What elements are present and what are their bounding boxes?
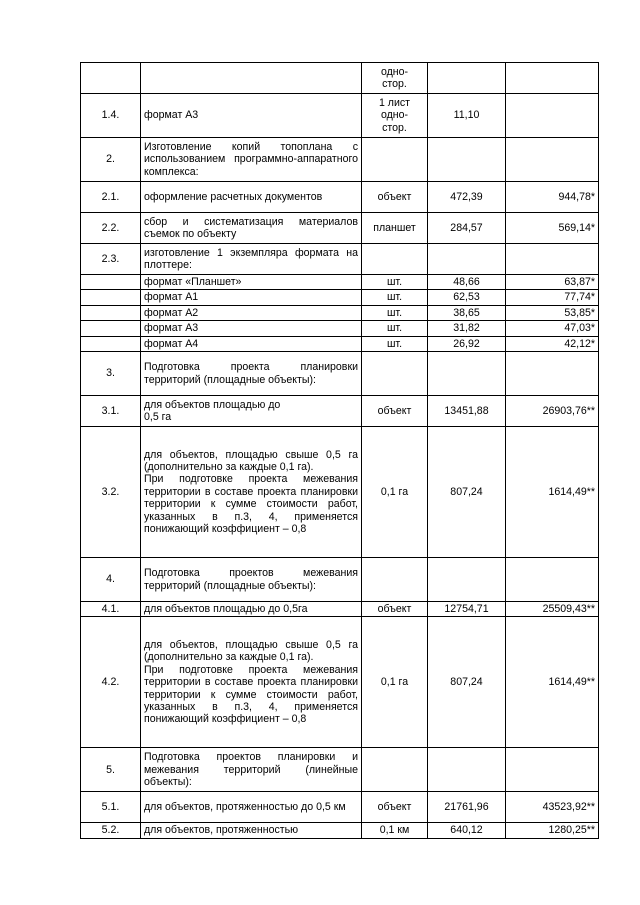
row-description: сбор и систематизация материалов съемок по объекту — [141, 213, 362, 244]
row-description: для объектов, площадью свыше 0,5 га (дополнительно за каждые 0,1 га). При подготовке проекта межевания территории в составе проекта планировки территории к сумме стоимости работ, указанных в п.3, 4, применяется понижающий коэффициент – 0,8 — [141, 617, 362, 748]
row-number: 3.1. — [81, 396, 141, 427]
row-price-base — [428, 352, 506, 396]
row-number — [81, 305, 141, 320]
row-price-total: 944,78* — [506, 182, 599, 213]
row-unit: шт. — [362, 290, 428, 305]
row-price-total: 47,03* — [506, 321, 599, 336]
row-price-base — [428, 748, 506, 792]
table-row — [81, 617, 599, 748]
row-unit: 0,1 км — [362, 823, 428, 838]
row-unit — [362, 558, 428, 602]
row-description: формат А1 — [141, 290, 362, 305]
row-description: Подготовка проектов планировки и межевания территорий (линейные объекты): — [141, 748, 362, 792]
row-unit — [362, 352, 428, 396]
row-description: для объектов площадью до 0,5га — [141, 602, 362, 617]
row-price-total: 569,14* — [506, 213, 599, 244]
table-row — [81, 63, 599, 94]
row-unit: объект — [362, 602, 428, 617]
table-row — [81, 321, 599, 336]
row-number: 2.2. — [81, 213, 141, 244]
row-unit: 0,1 га — [362, 427, 428, 558]
table-row — [81, 94, 599, 138]
row-number: 5. — [81, 748, 141, 792]
table-row — [81, 823, 599, 838]
table-row — [81, 352, 599, 396]
row-number: 2.3. — [81, 244, 141, 275]
row-price-base: 640,12 — [428, 823, 506, 838]
table-row — [81, 244, 599, 275]
row-price-total — [506, 352, 599, 396]
table-row — [81, 275, 599, 290]
row-price-total — [506, 244, 599, 275]
row-price-base: 284,57 — [428, 213, 506, 244]
row-price-base — [428, 244, 506, 275]
row-price-total: 53,85* — [506, 305, 599, 320]
row-unit: объект — [362, 792, 428, 823]
row-description — [141, 63, 362, 94]
row-description: формат А3 — [141, 94, 362, 138]
row-number: 3.2. — [81, 427, 141, 558]
table-row — [81, 336, 599, 351]
table-row — [81, 792, 599, 823]
row-price-total: 1614,49** — [506, 617, 599, 748]
row-price-total — [506, 63, 599, 94]
table-row — [81, 748, 599, 792]
row-description: для объектов, площадью свыше 0,5 га (дополнительно за каждые 0,1 га). При подготовке проекта межевания территории в составе проекта планировки территории к сумме стоимости работ, указанных в п.3, 4, применяется понижающий коэффициент – 0,8 — [141, 427, 362, 558]
row-price-base: 38,65 — [428, 305, 506, 320]
row-price-base — [428, 558, 506, 602]
row-description: формат А3 — [141, 321, 362, 336]
row-unit: 1 лист одно- стор. — [362, 94, 428, 138]
row-price-base: 31,82 — [428, 321, 506, 336]
row-unit: шт. — [362, 275, 428, 290]
row-description: для объектов, протяженностью до 0,5 км — [141, 792, 362, 823]
row-number: 4.1. — [81, 602, 141, 617]
row-unit — [362, 138, 428, 182]
row-price-total: 1280,25** — [506, 823, 599, 838]
row-number: 2. — [81, 138, 141, 182]
table-row — [81, 182, 599, 213]
row-description: изготовление 1 экземпляра формата на плоттере: — [141, 244, 362, 275]
row-unit: одно- стор. — [362, 63, 428, 94]
row-description: формат А4 — [141, 336, 362, 351]
table-row — [81, 427, 599, 558]
table-row — [81, 138, 599, 182]
row-price-total: 63,87* — [506, 275, 599, 290]
row-price-total — [506, 558, 599, 602]
row-number — [81, 321, 141, 336]
row-number: 4.2. — [81, 617, 141, 748]
row-price-base: 62,53 — [428, 290, 506, 305]
row-price-total: 42,12* — [506, 336, 599, 351]
row-description: формат «Планшет» — [141, 275, 362, 290]
row-description: Подготовка проекта планировки территорий (площадные объекты): — [141, 352, 362, 396]
row-price-total: 1614,49** — [506, 427, 599, 558]
row-price-total — [506, 748, 599, 792]
row-price-total: 77,74* — [506, 290, 599, 305]
row-price-total — [506, 138, 599, 182]
row-unit: шт. — [362, 321, 428, 336]
row-price-total: 43523,92** — [506, 792, 599, 823]
row-price-total: 25509,43** — [506, 602, 599, 617]
row-price-base: 472,39 — [428, 182, 506, 213]
row-unit: планшет — [362, 213, 428, 244]
row-price-base: 807,24 — [428, 427, 506, 558]
row-unit: шт. — [362, 336, 428, 351]
table-row — [81, 558, 599, 602]
row-price-base: 48,66 — [428, 275, 506, 290]
row-price-base: 13451,88 — [428, 396, 506, 427]
row-number — [81, 336, 141, 351]
row-number — [81, 290, 141, 305]
row-price-base: 807,24 — [428, 617, 506, 748]
row-price-base: 26,92 — [428, 336, 506, 351]
row-price-total: 26903,76** — [506, 396, 599, 427]
row-price-base: 11,10 — [428, 94, 506, 138]
row-unit: шт. — [362, 305, 428, 320]
table-row — [81, 396, 599, 427]
row-number: 5.1. — [81, 792, 141, 823]
row-price-total — [506, 94, 599, 138]
row-description: оформление расчетных документов — [141, 182, 362, 213]
table-row — [81, 290, 599, 305]
row-price-base: 21761,96 — [428, 792, 506, 823]
row-price-base — [428, 138, 506, 182]
row-price-base — [428, 63, 506, 94]
row-unit — [362, 748, 428, 792]
row-description: для объектов, протяженностью — [141, 823, 362, 838]
row-description: для объектов площадью до 0,5 га — [141, 396, 362, 427]
row-number: 4. — [81, 558, 141, 602]
table-row — [81, 602, 599, 617]
row-number: 5.2. — [81, 823, 141, 838]
row-number: 2.1. — [81, 182, 141, 213]
row-description: Изготовление копий топоплана с использованием программно-аппаратного комплекса: — [141, 138, 362, 182]
table-row — [81, 305, 599, 320]
row-description: формат А2 — [141, 305, 362, 320]
row-description: Подготовка проектов межевания территорий (площадные объекты): — [141, 558, 362, 602]
row-unit: 0,1 га — [362, 617, 428, 748]
row-unit — [362, 244, 428, 275]
row-number: 1.4. — [81, 94, 141, 138]
row-unit: объект — [362, 182, 428, 213]
price-table — [80, 62, 599, 839]
row-number: 3. — [81, 352, 141, 396]
row-price-base: 12754,71 — [428, 602, 506, 617]
row-number — [81, 63, 141, 94]
row-number — [81, 275, 141, 290]
table-row — [81, 213, 599, 244]
row-unit: объект — [362, 396, 428, 427]
